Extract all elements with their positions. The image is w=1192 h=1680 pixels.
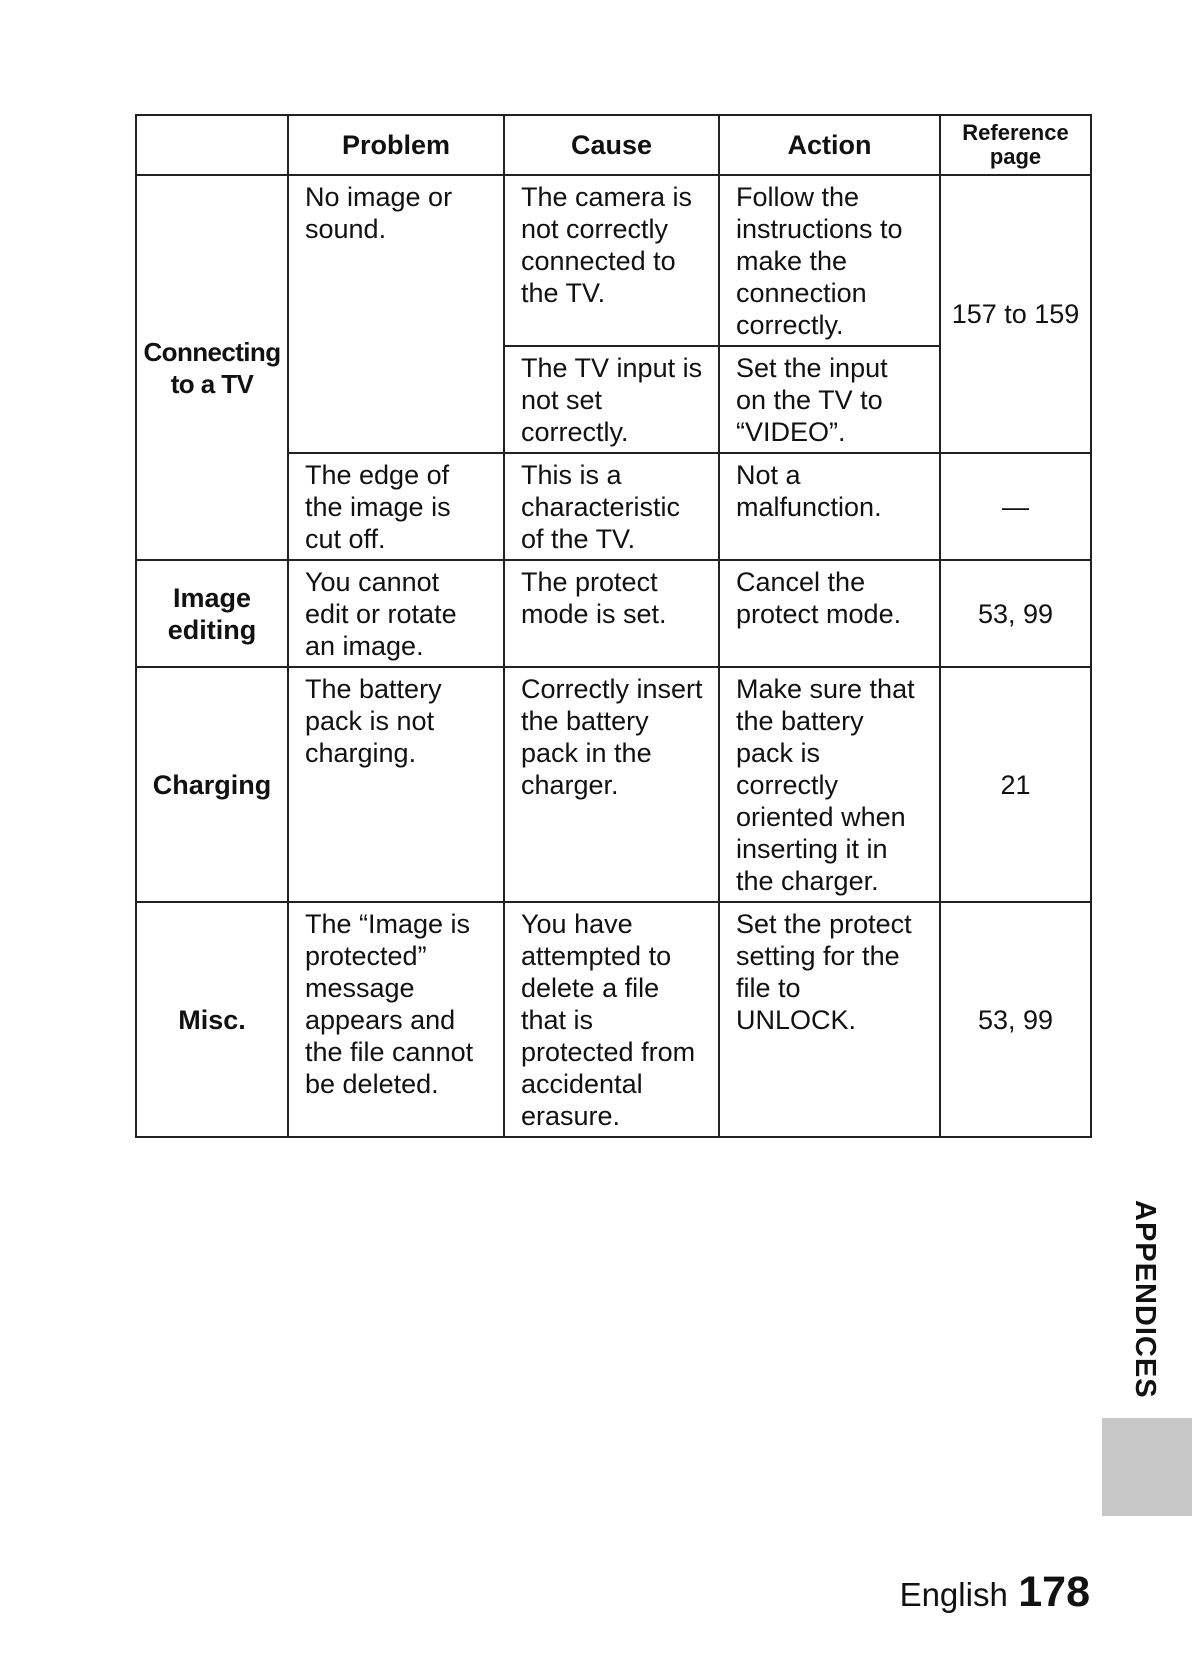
table-header-row bbox=[136, 115, 1091, 175]
header-problem: Problem bbox=[288, 115, 504, 175]
table-row bbox=[136, 902, 1091, 1137]
category-cell: Misc. bbox=[136, 902, 288, 1137]
cause-cell: The camera is not correctly connected to the TV. bbox=[504, 175, 719, 346]
problem-cell: The edge of the image is cut off. bbox=[288, 453, 504, 560]
table-row bbox=[136, 560, 1091, 667]
action-cell: Make sure that the battery pack is correctly oriented when inserting it in the charger. bbox=[719, 667, 940, 902]
header-cause: Cause bbox=[504, 115, 719, 175]
page-number: 178 bbox=[1018, 1568, 1090, 1616]
category-cell: Connecting to a TV bbox=[136, 175, 288, 560]
table-row bbox=[136, 667, 1091, 902]
category-cell: Charging bbox=[136, 667, 288, 902]
cause-cell: This is a characteristic of the TV. bbox=[504, 453, 719, 560]
header-action: Action bbox=[719, 115, 940, 175]
cause-cell: Correctly insert the battery pack in the charger. bbox=[504, 667, 719, 902]
action-cell: Follow the instructions to make the connection correctly. bbox=[719, 175, 940, 346]
reference-cell: 21 bbox=[940, 667, 1091, 902]
appendices-side-label: APPENDICES bbox=[1129, 1200, 1161, 1399]
appendices-tab-marker bbox=[1102, 1418, 1192, 1516]
action-cell: Not a malfunction. bbox=[719, 453, 940, 560]
problem-cell: You cannot edit or rotate an image. bbox=[288, 560, 504, 667]
cause-cell: The TV input is not set correctly. bbox=[504, 346, 719, 453]
cause-cell: The protect mode is set. bbox=[504, 560, 719, 667]
page-footer bbox=[900, 1568, 1090, 1617]
action-cell: Set the protect setting for the file to UNLOCK. bbox=[719, 902, 940, 1137]
troubleshooting-table bbox=[135, 114, 1092, 1138]
action-cell: Cancel the protect mode. bbox=[719, 560, 940, 667]
problem-cell: The battery pack is not charging. bbox=[288, 667, 504, 902]
cause-cell: You have attempted to delete a file that is protected from accidental erasure. bbox=[504, 902, 719, 1137]
reference-cell: 53, 99 bbox=[940, 560, 1091, 667]
reference-cell: 53, 99 bbox=[940, 902, 1091, 1137]
table-row bbox=[136, 175, 1091, 346]
problem-cell: The “Image is protected” message appears and the file cannot be deleted. bbox=[288, 902, 504, 1137]
problem-cell: No image or sound. bbox=[288, 175, 504, 453]
category-cell: Image editing bbox=[136, 560, 288, 667]
header-reference-page: Reference page bbox=[940, 115, 1091, 175]
reference-cell: — bbox=[940, 453, 1091, 560]
reference-cell: 157 to 159 bbox=[940, 175, 1091, 453]
footer-language: English bbox=[899, 1576, 1008, 1613]
header-category bbox=[136, 115, 288, 175]
action-cell: Set the input on the TV to “VIDEO”. bbox=[719, 346, 940, 453]
